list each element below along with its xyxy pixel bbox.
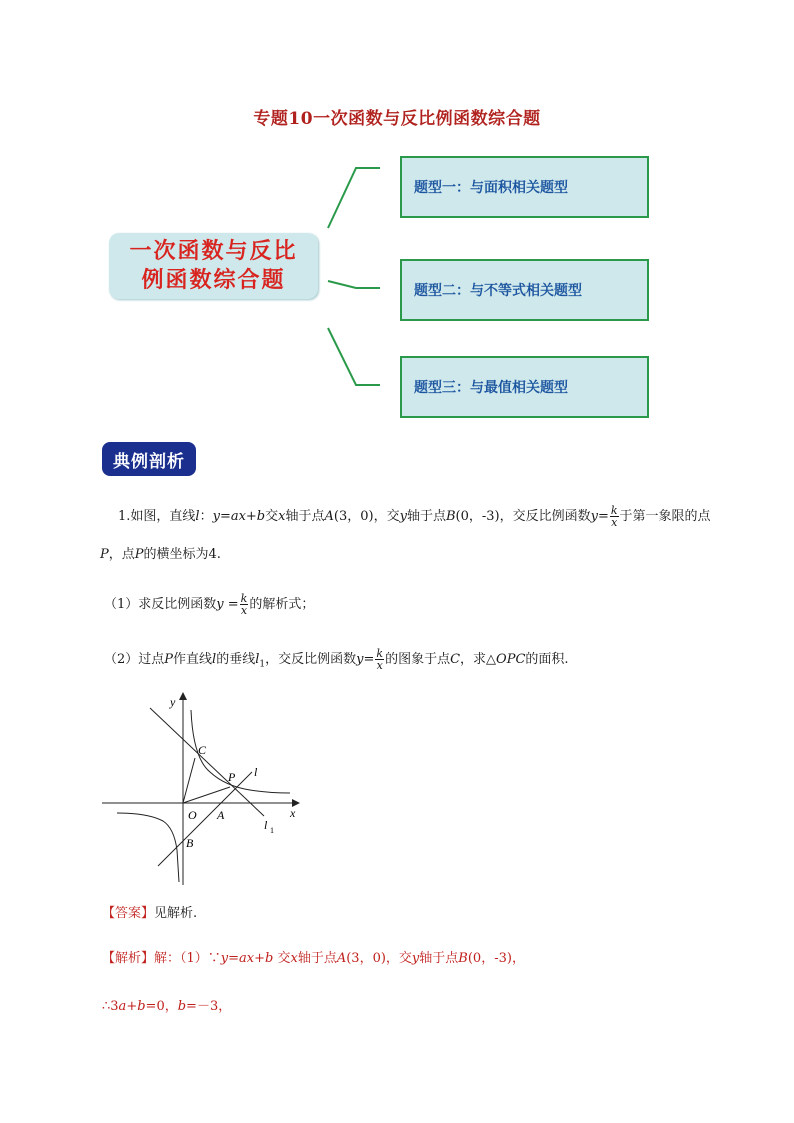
mindmap-item-3-label: 题型三：与最值相关题型 bbox=[414, 380, 568, 396]
label-l1-sub: 1 bbox=[270, 826, 274, 835]
fraction-k-over-x: $\frac{k}{x}$ bbox=[240, 592, 248, 617]
answer-line bbox=[102, 903, 742, 925]
fraction-k-over-x: $\frac{k}{x}$ bbox=[376, 647, 384, 672]
label-a: A bbox=[217, 808, 225, 822]
analysis-line-1: 【解析】解：（1）∵y=ax+b 交x轴于点A(3，0)，交y轴于点B(0，-3)， bbox=[102, 951, 525, 966]
problem-line-1: 1.如图，直线l：y=ax+b交x轴于点A(3，0)，交y轴于点B(0，-3)，交反比例函数y= $\frac{k}{x}$ 于第一象限的点 bbox=[118, 504, 711, 529]
label-x: x bbox=[290, 806, 296, 820]
answer-text: 见解析. bbox=[154, 906, 198, 921]
label-l1: l bbox=[264, 818, 268, 832]
analysis-line-2: ∴3a+b=0，b=－3， bbox=[102, 999, 232, 1014]
mindmap-root-line1: 一次函数与反比 bbox=[129, 238, 298, 264]
label-y: y bbox=[170, 695, 176, 709]
question-1: （1）求反比例函数y = $\frac{k}{x}$ 的解析式； bbox=[104, 592, 315, 617]
function-graph-figure bbox=[100, 690, 310, 890]
label-p: P bbox=[228, 770, 236, 784]
analysis-label: 【解析】 bbox=[102, 951, 155, 966]
label-o: O bbox=[188, 808, 197, 822]
mindmap-connectors bbox=[0, 0, 794, 440]
problem-line-2: P，点P的横坐标为4. bbox=[100, 547, 221, 562]
segment-oc bbox=[183, 758, 195, 803]
mindmap-item-1 bbox=[400, 156, 649, 218]
answer-label: 【答案】 bbox=[102, 906, 155, 921]
fraction-k-over-x: $\frac{k}{x}$ bbox=[610, 504, 618, 529]
mindmap-item-2-label: 题型二：与不等式相关题型 bbox=[414, 283, 582, 299]
label-l: l bbox=[254, 765, 258, 779]
hyperbola-branch-3 bbox=[117, 813, 179, 882]
line-l1 bbox=[150, 708, 264, 816]
mindmap-item-3 bbox=[400, 356, 649, 418]
mindmap-root bbox=[109, 233, 318, 299]
label-b: B bbox=[186, 836, 194, 850]
mindmap-item-2 bbox=[400, 259, 649, 321]
question-2: （2）过点P作直线l的垂线$l_1$，交反比例函数y= $\frac{k}{x}$ 的图象于点C，求△OPC的面积. bbox=[104, 647, 569, 672]
mindmap-root-line2: 例函数综合题 bbox=[141, 267, 286, 293]
section-tag: 典例剖析 bbox=[102, 442, 196, 476]
label-c: C bbox=[198, 743, 207, 757]
page-title: 专题10一次函数与反比例函数综合题 bbox=[253, 109, 541, 129]
line-l bbox=[158, 772, 252, 866]
mindmap-item-1-label: 题型一：与面积相关题型 bbox=[414, 180, 568, 196]
